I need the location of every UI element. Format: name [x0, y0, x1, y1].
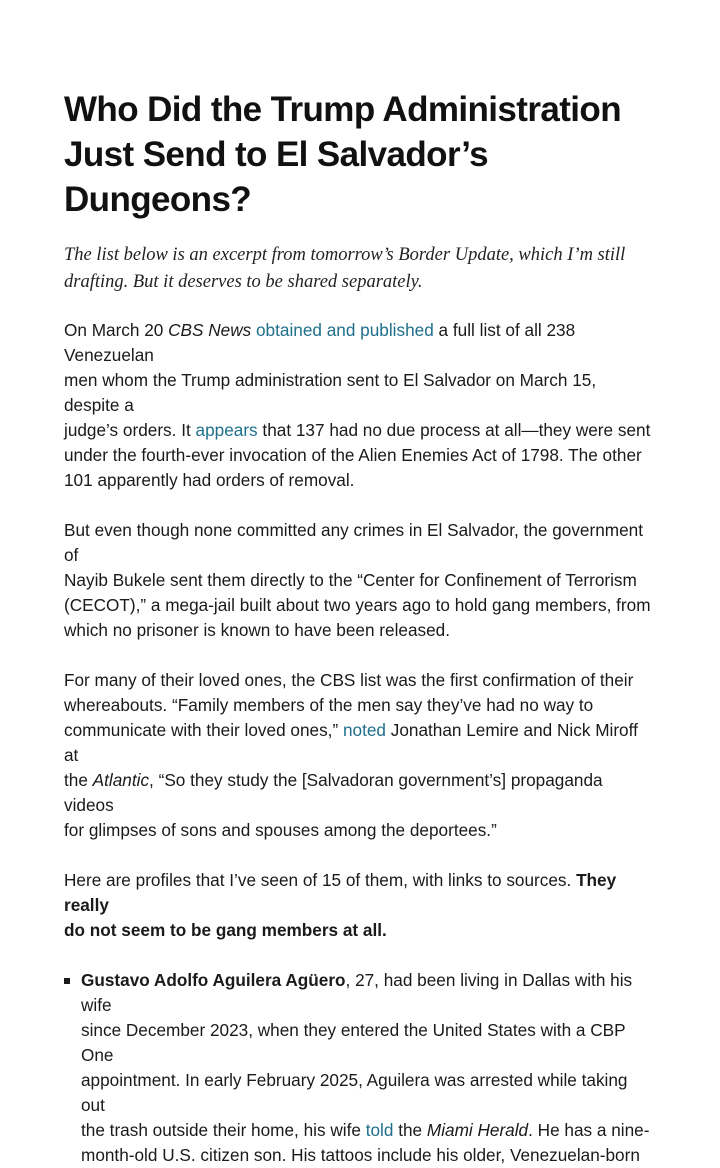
- text: . He has a nine-: [528, 1120, 650, 1140]
- text: communicate with their loved ones,”: [64, 720, 343, 740]
- text: the: [393, 1120, 427, 1140]
- text: On March 20: [64, 320, 169, 340]
- text: Nayib Bukele sent them directly to the “Center for Confinement of Terrorism: [64, 570, 637, 590]
- miami-herald-name: Miami Herald: [426, 1120, 529, 1140]
- text: judge’s orders. It: [64, 420, 196, 440]
- text: , 27, had been living in Dallas with his wife: [81, 970, 633, 1015]
- title-line-2: Just Send to El Salvador’s Dungeons?: [64, 135, 488, 219]
- text: which no prisoner is known to have been released.: [64, 620, 450, 640]
- bullet-marker: [64, 978, 70, 984]
- text: the trash outside their home, his wife: [81, 1120, 366, 1140]
- link-noted[interactable]: noted: [342, 720, 386, 740]
- text: since December 2023, when they entered the United States with a CBP One: [81, 1020, 626, 1065]
- atlantic-name: Atlantic: [92, 770, 150, 790]
- list-item: [64, 968, 656, 1168]
- text: 101 apparently had orders of removal.: [64, 470, 355, 490]
- subtitle-line-2: drafting. But it deserves to be shared separately.: [64, 272, 423, 292]
- cbs-news-name: CBS News: [168, 320, 252, 340]
- paragraph-loved-ones: [64, 668, 656, 843]
- text: For many of their loved ones, the CBS list was the first confirmation of their: [64, 670, 634, 690]
- text: But even though none committed any crimes in El Salvador, the government of: [64, 520, 643, 565]
- article-title: [64, 0, 656, 222]
- bold-statement: do not seem to be gang members at all.: [64, 920, 387, 940]
- link-obtained-and-published[interactable]: obtained and published: [256, 320, 434, 340]
- text: (CECOT),” a mega-jail built about two years ago to hold gang members, from: [64, 595, 651, 615]
- paragraph-cbs-list: [64, 318, 656, 493]
- link-appears[interactable]: appears: [195, 420, 258, 440]
- profiles-list: [64, 968, 656, 1168]
- text: Here are profiles that I’ve seen of 15 of them, with links to sources.: [64, 870, 577, 890]
- text: Jonathan Lemire and Nick Miroff at: [64, 720, 638, 765]
- subtitle-line-1: The list below is an excerpt from tomorrow’s Border Update, which I’m still: [64, 245, 626, 265]
- text: men whom the Trump administration sent to El Salvador on March 15, despite a: [64, 370, 597, 415]
- text: that 137 had no due process at all—they were sent: [257, 420, 651, 440]
- text: under the fourth-ever invocation of the Alien Enemies Act of 1798. The other: [64, 445, 642, 465]
- profile-name: Gustavo Adolfo Aguilera Agüero: [81, 970, 346, 990]
- link-told[interactable]: told: [365, 1120, 394, 1140]
- text: appointment. In early February 2025, Aguilera was arrested while taking out: [81, 1070, 628, 1115]
- text: for glimpses of sons and spouses among the deportees.”: [64, 820, 497, 840]
- text: , “So they study the [Salvadoran government’s] propaganda videos: [64, 770, 603, 815]
- paragraph-cecot: [64, 518, 656, 643]
- profile-text: [81, 968, 656, 1168]
- text: whereabouts. “Family members of the men say they’ve had no way to: [64, 695, 594, 715]
- bold-statement: They really: [64, 870, 617, 915]
- article-subtitle: [64, 242, 656, 296]
- text: a full list of all 238 Venezuelan: [64, 320, 576, 365]
- title-line-1: Who Did the Trump Administration: [64, 90, 621, 129]
- text: month-old U.S. citizen son. His tattoos include his older, Venezuelan-born: [81, 1145, 640, 1165]
- text: the: [64, 770, 93, 790]
